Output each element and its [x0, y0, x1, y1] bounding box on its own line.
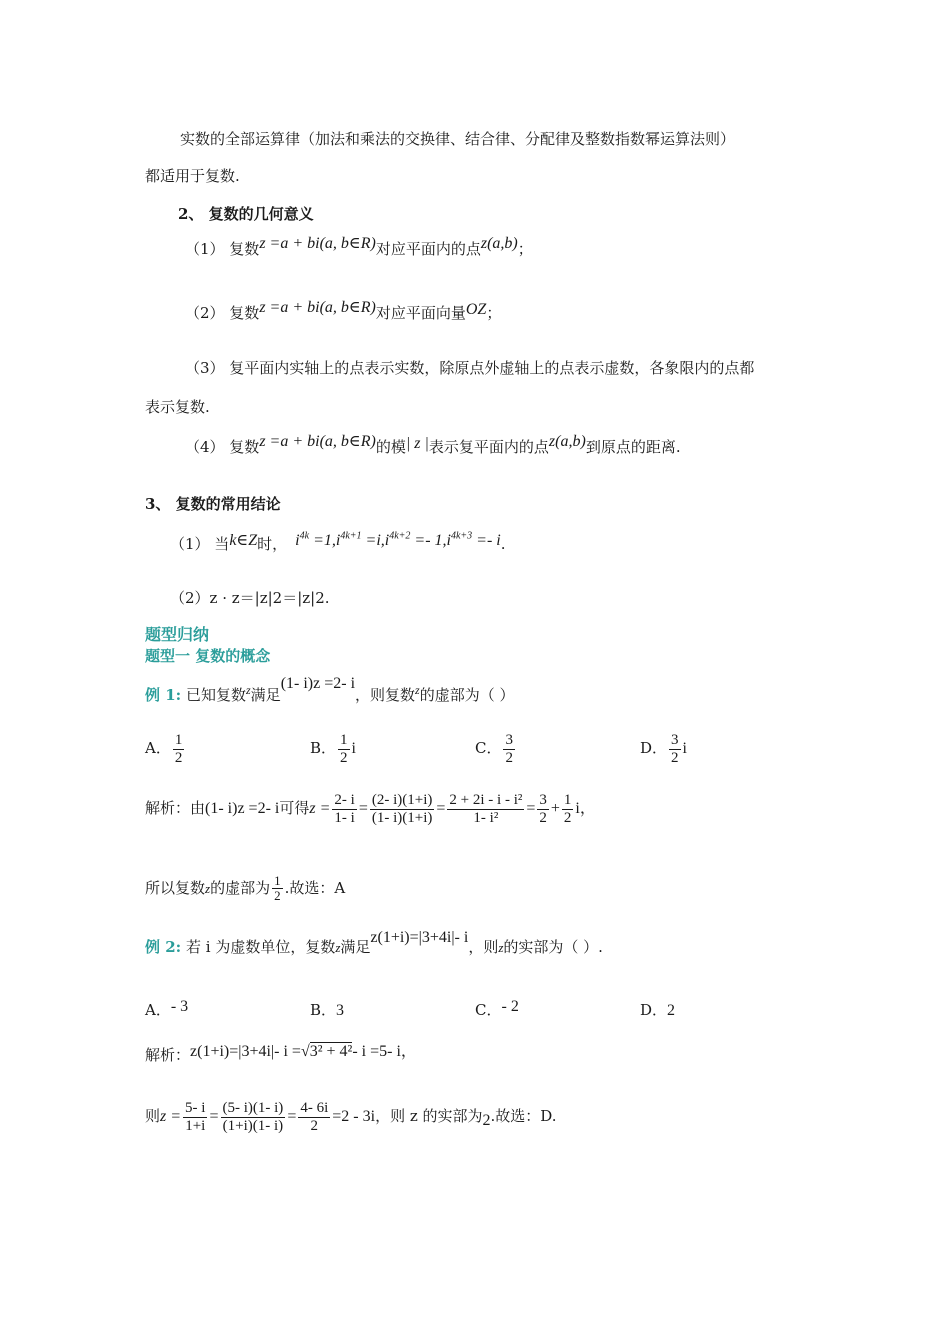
- item-4-prefix: （4） 复数: [185, 438, 260, 456]
- item-1-formula: z =a + bi(a, b∈R): [259, 235, 376, 252]
- item-1-point: z(a,b): [480, 235, 518, 252]
- item-4-point: z(a,b): [548, 433, 586, 450]
- item-1-prefix: （1） 复数: [185, 240, 260, 258]
- ex1-text-3: ，则复数: [355, 686, 416, 704]
- ex2-z: z: [335, 940, 341, 955]
- item-1-middle: 对应平面内的点: [375, 240, 481, 258]
- ex2-text-4: 的实部为（ ）.: [503, 938, 603, 956]
- ex2-z-2: z: [498, 940, 504, 955]
- ex1-z-2: z: [415, 683, 420, 697]
- example-1-question: [145, 675, 515, 705]
- section-2-item-4: [185, 433, 681, 457]
- section-2-item-3-line-2: 表示复数.: [145, 398, 210, 416]
- type-1-heading: 题型一 复数的概念: [145, 647, 271, 665]
- sqrt-content: 3² + 4²: [309, 1043, 353, 1060]
- section-2-heading: 2、 复数的几何意义: [178, 205, 314, 223]
- ex1-text-4: 的虚部为（ ）: [419, 686, 515, 704]
- ex1-sol-then: 可得: [279, 799, 310, 817]
- section-3-item-1: [170, 530, 506, 554]
- ex1-frac-2: $\frac{(2- i)(1+i)}{(1- i)(1+i)}$: [371, 792, 433, 826]
- intro-line-1: 实数的全部运算律（加法和乘法的交换律、结合律、分配律及整数指数幂运算法则）: [180, 130, 736, 148]
- ex1-option-b: B． $\frac{1}{2}$ i: [310, 732, 356, 766]
- s3-item-1-prefix: （1） 当: [170, 535, 230, 553]
- ex1-solution: 解析：由(1- i)z =2- i可得z = $\frac{2- i}{1- i}$ = $\frac{(2- i)(1+i)}{(1- i)(1+i)}$ = $\frac{\text{2 + 2i - i - i²}}{\text{1- i²}}$ = $\frac{3}{2}$ + $\frac{1}{2}$ i，: [145, 792, 596, 826]
- types-heading: 题型归纳: [145, 625, 210, 644]
- ex2-option-d: D．2: [640, 1001, 676, 1019]
- ex2-text-2: 满足: [340, 938, 371, 956]
- section-2-item-1: [185, 235, 533, 259]
- s3-item-1-mid: 时，: [257, 535, 288, 553]
- example-2-label: 例 2:: [145, 938, 182, 956]
- ex1-sol-label: 解析：由: [145, 799, 206, 817]
- section-2-item-3-line-1: （3） 复平面内实轴上的点表示实数，除原点外虚轴上的点表示虚数，各象限内的点都: [185, 359, 755, 377]
- item-2-vector: OZ: [465, 301, 487, 318]
- ex1-sol-eq: (1- i)z =2- i: [205, 800, 280, 817]
- ex1-equation: (1- i)z =2- i: [280, 675, 356, 692]
- section-3-item-2: （2）z · z＝|z|2＝|z|2.: [170, 589, 330, 607]
- ex1-conclusion: 所以复数z的虚部为 $\frac{1}{2}$ .故选：A: [145, 873, 346, 904]
- ex1-frac-3: $\frac{\text{2 + 2i - i - i²}}{\text{1- i²}}$: [449, 792, 523, 826]
- ex1-frac-5: $\frac{1}{2}$: [563, 792, 572, 826]
- section-2-item-2: [185, 299, 502, 323]
- ex2-text-3: ，则: [468, 938, 499, 956]
- ex1-sol-z: z =: [309, 800, 331, 817]
- ex1-frac-1: $\frac{2- i}{1- i}$: [334, 792, 355, 826]
- item-2-suffix: ；: [486, 304, 502, 322]
- item-2-middle: 对应平面向量: [375, 304, 466, 322]
- ex1-text-1: 已知复数: [185, 686, 246, 704]
- s3-item-1-cond: k∈Z: [229, 532, 258, 549]
- intro-line-2: 都适用于复数.: [145, 167, 240, 185]
- ex1-option-c: C． $\frac{3}{2}$: [475, 732, 513, 766]
- ex1-z: z: [246, 683, 251, 697]
- ex2-option-b: B．3: [310, 1001, 345, 1019]
- example-2-question: [145, 929, 603, 957]
- section-3-heading: 3、 复数的常用结论: [145, 495, 281, 513]
- ex2-option-c: C．- 2: [475, 998, 519, 1019]
- ex2-option-a: A．- 3: [145, 998, 189, 1019]
- item-4-modulus: | z |: [405, 435, 429, 452]
- item-2-prefix: （2） 复数: [185, 304, 260, 322]
- example-1-label: 例 1:: [145, 686, 182, 704]
- item-4-middle-1: 的模: [375, 438, 406, 456]
- ex2-solution-2: 则z = $\frac{5- i}{1+i}$ = $\frac{(5- i)(1- i)}{(1+i)(1- i)}$ = $\frac{4- 6i}{2}$ =2 - 3i，则 z 的实部为2.故选：D.: [145, 1100, 557, 1134]
- ex2-text-1: 若 i 为虚数单位，复数: [185, 938, 336, 956]
- ex1-text-2: 满足: [250, 686, 281, 704]
- item-4-suffix: 到原点的距离.: [585, 438, 681, 456]
- item-2-formula: z =a + bi(a, b∈R): [259, 299, 376, 316]
- item-1-suffix: ；: [517, 240, 533, 258]
- ex2-equation: z(1+i)=|3+4i|- i: [370, 929, 469, 946]
- item-4-formula: z =a + bi(a, b∈R): [259, 433, 376, 450]
- ex2-solution-1: 解析：z(1+i)=|3+4i|- i =√3² + 4²- i =5- i，: [145, 1043, 417, 1064]
- item-4-middle-2: 表示复平面内的点: [428, 438, 549, 456]
- power-formula: $i^{4k} =1,i^{4k+1} =i,i^{4k+2} =- 1,i^{4k+3} =- i$: [295, 530, 501, 549]
- s3-item-1-suffix: .: [500, 535, 506, 553]
- ex1-option-d: D． $\frac{3}{2}$ i: [640, 732, 687, 766]
- ex1-option-a: A． $\frac{1}{2}$: [145, 732, 183, 766]
- ex1-frac-4: $\frac{3}{2}$: [539, 792, 547, 826]
